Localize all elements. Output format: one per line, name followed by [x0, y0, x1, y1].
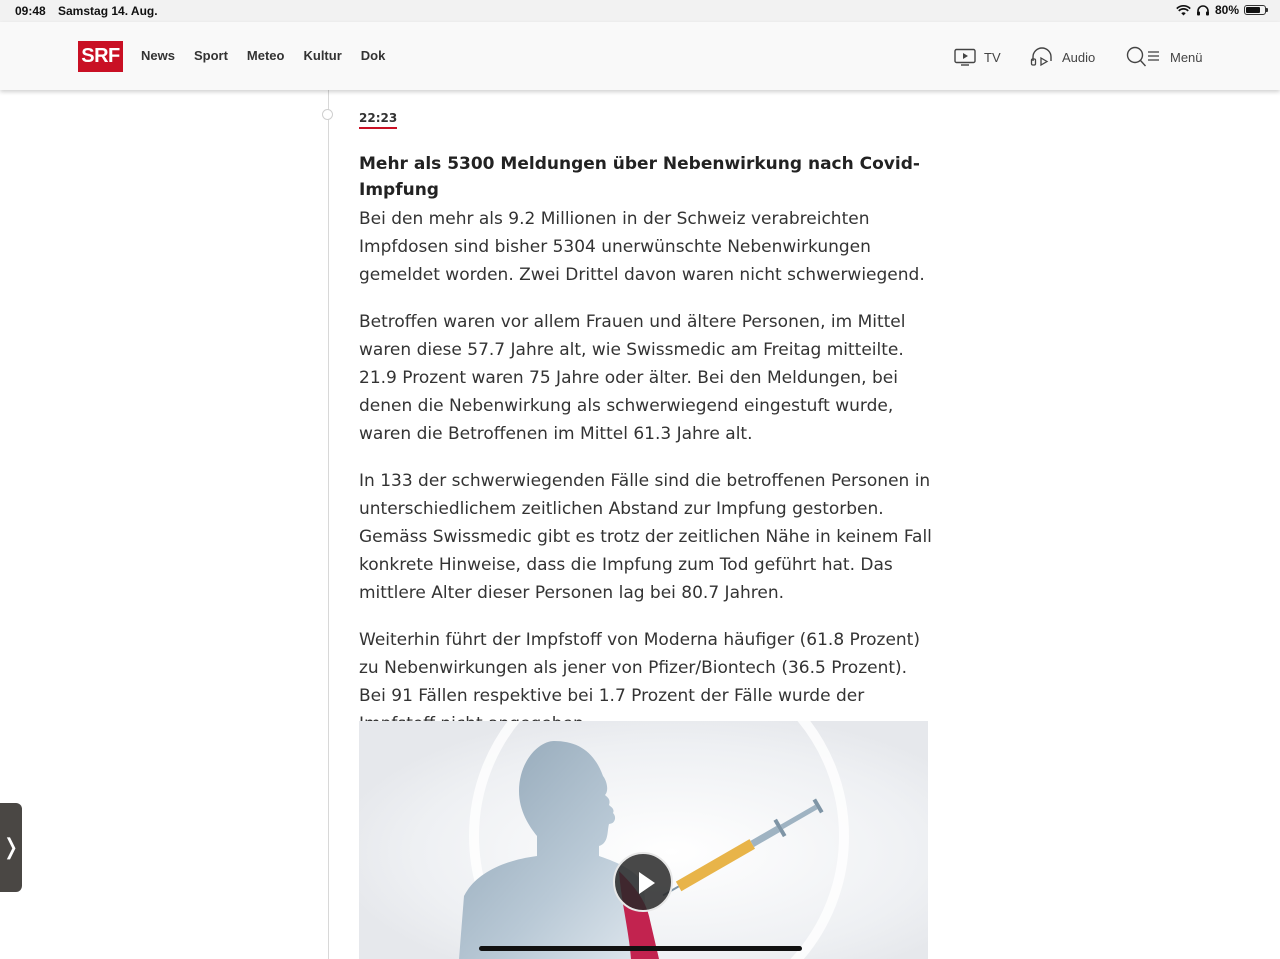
timeline-dot — [322, 109, 333, 120]
entry-paragraph: In 133 der schwerwiegenden Fälle sind die betroffenen Personen in unterschiedlichem zeitlichen Abstand zur Impfung gestorben. Gemäss Swissmedic gibt es trotz der zeitlichen Nähe in keinem Fall konkrete Hinweise, dass die Impfung zum Tod geführt hat. Das mittlere Alter dieser Personen lag bei 80.7 Jahren. — [359, 471, 932, 603]
ticker-entry — [359, 107, 934, 738]
headphones-icon — [1196, 5, 1210, 16]
nav-dok[interactable]: Dok — [360, 48, 386, 63]
side-panel-handle[interactable]: ❭ — [0, 803, 22, 892]
entry-paragraph: Weiterhin führt der Impfstoff von Moderna häufiger (61.8 Prozent) zu Nebenwirkungen als jener von Pfizer/Biontech (36.5 Prozent). Bei 91 Fällen respektive bei 1.7 Prozent der Fälle wurde der — [359, 630, 920, 706]
video-thumbnail[interactable] — [359, 721, 928, 959]
menu-label: Menü — [1170, 49, 1203, 65]
play-button[interactable] — [613, 852, 673, 912]
site-header — [0, 22, 1280, 90]
home-indicator[interactable] — [479, 946, 802, 951]
main-nav — [141, 48, 404, 63]
status-time: 09:48 — [15, 4, 46, 18]
status-right — [1176, 3, 1266, 17]
nav-sport[interactable]: Sport — [193, 48, 228, 63]
nav-kultur[interactable]: Kultur — [303, 48, 342, 63]
wifi-icon — [1176, 5, 1191, 16]
headphones-play-icon — [1030, 47, 1054, 67]
tv-label: TV — [984, 49, 1001, 65]
search-menu-icon — [1126, 46, 1162, 68]
tv-button[interactable] — [954, 44, 1001, 70]
nav-meteo[interactable]: Meteo — [246, 48, 285, 63]
entry-paragraph: Betroffen waren vor allem Frauen und ältere Personen, im Mittel waren diese 57.7 Jahre alt, wie Swissmedic am Freitag mitteilte. 21.9 Prozent waren 75 Jahre oder älter. Bei den Meldungen, bei denen die Nebenwirkung als schwerwiegend eingestuft wurde, waren die Betroffenen im Mittel 61.3 Jahre alt. — [359, 312, 906, 444]
entry-time: 22:23 — [359, 111, 397, 129]
entry-paragraph: Bei den mehr als 9.2 Millionen in der Schweiz verabreichten Impfdosen sind bisher 5304 unerwünschte Nebenwirkungen gemeldet worden. Zwei Drittel davon waren nicht schwerwiegend. — [359, 209, 925, 285]
status-date: Samstag 14. Aug. — [58, 4, 158, 18]
tv-icon — [954, 48, 976, 66]
battery-icon — [1244, 5, 1266, 15]
status-bar — [0, 0, 1280, 22]
srf-logo[interactable]: SRF — [78, 41, 123, 72]
audio-button[interactable] — [1030, 44, 1095, 70]
audio-label: Audio — [1062, 49, 1096, 65]
menu-button[interactable] — [1126, 44, 1203, 70]
entry-headline: Mehr als 5300 Meldungen über Nebenwirkung nach Covid-Impfung — [359, 154, 920, 200]
timeline-line — [328, 90, 329, 959]
nav-news[interactable]: News — [141, 48, 175, 63]
battery-percent: 80% — [1214, 3, 1239, 17]
vaccination-illustration — [359, 721, 928, 959]
battery-level — [1246, 7, 1260, 13]
